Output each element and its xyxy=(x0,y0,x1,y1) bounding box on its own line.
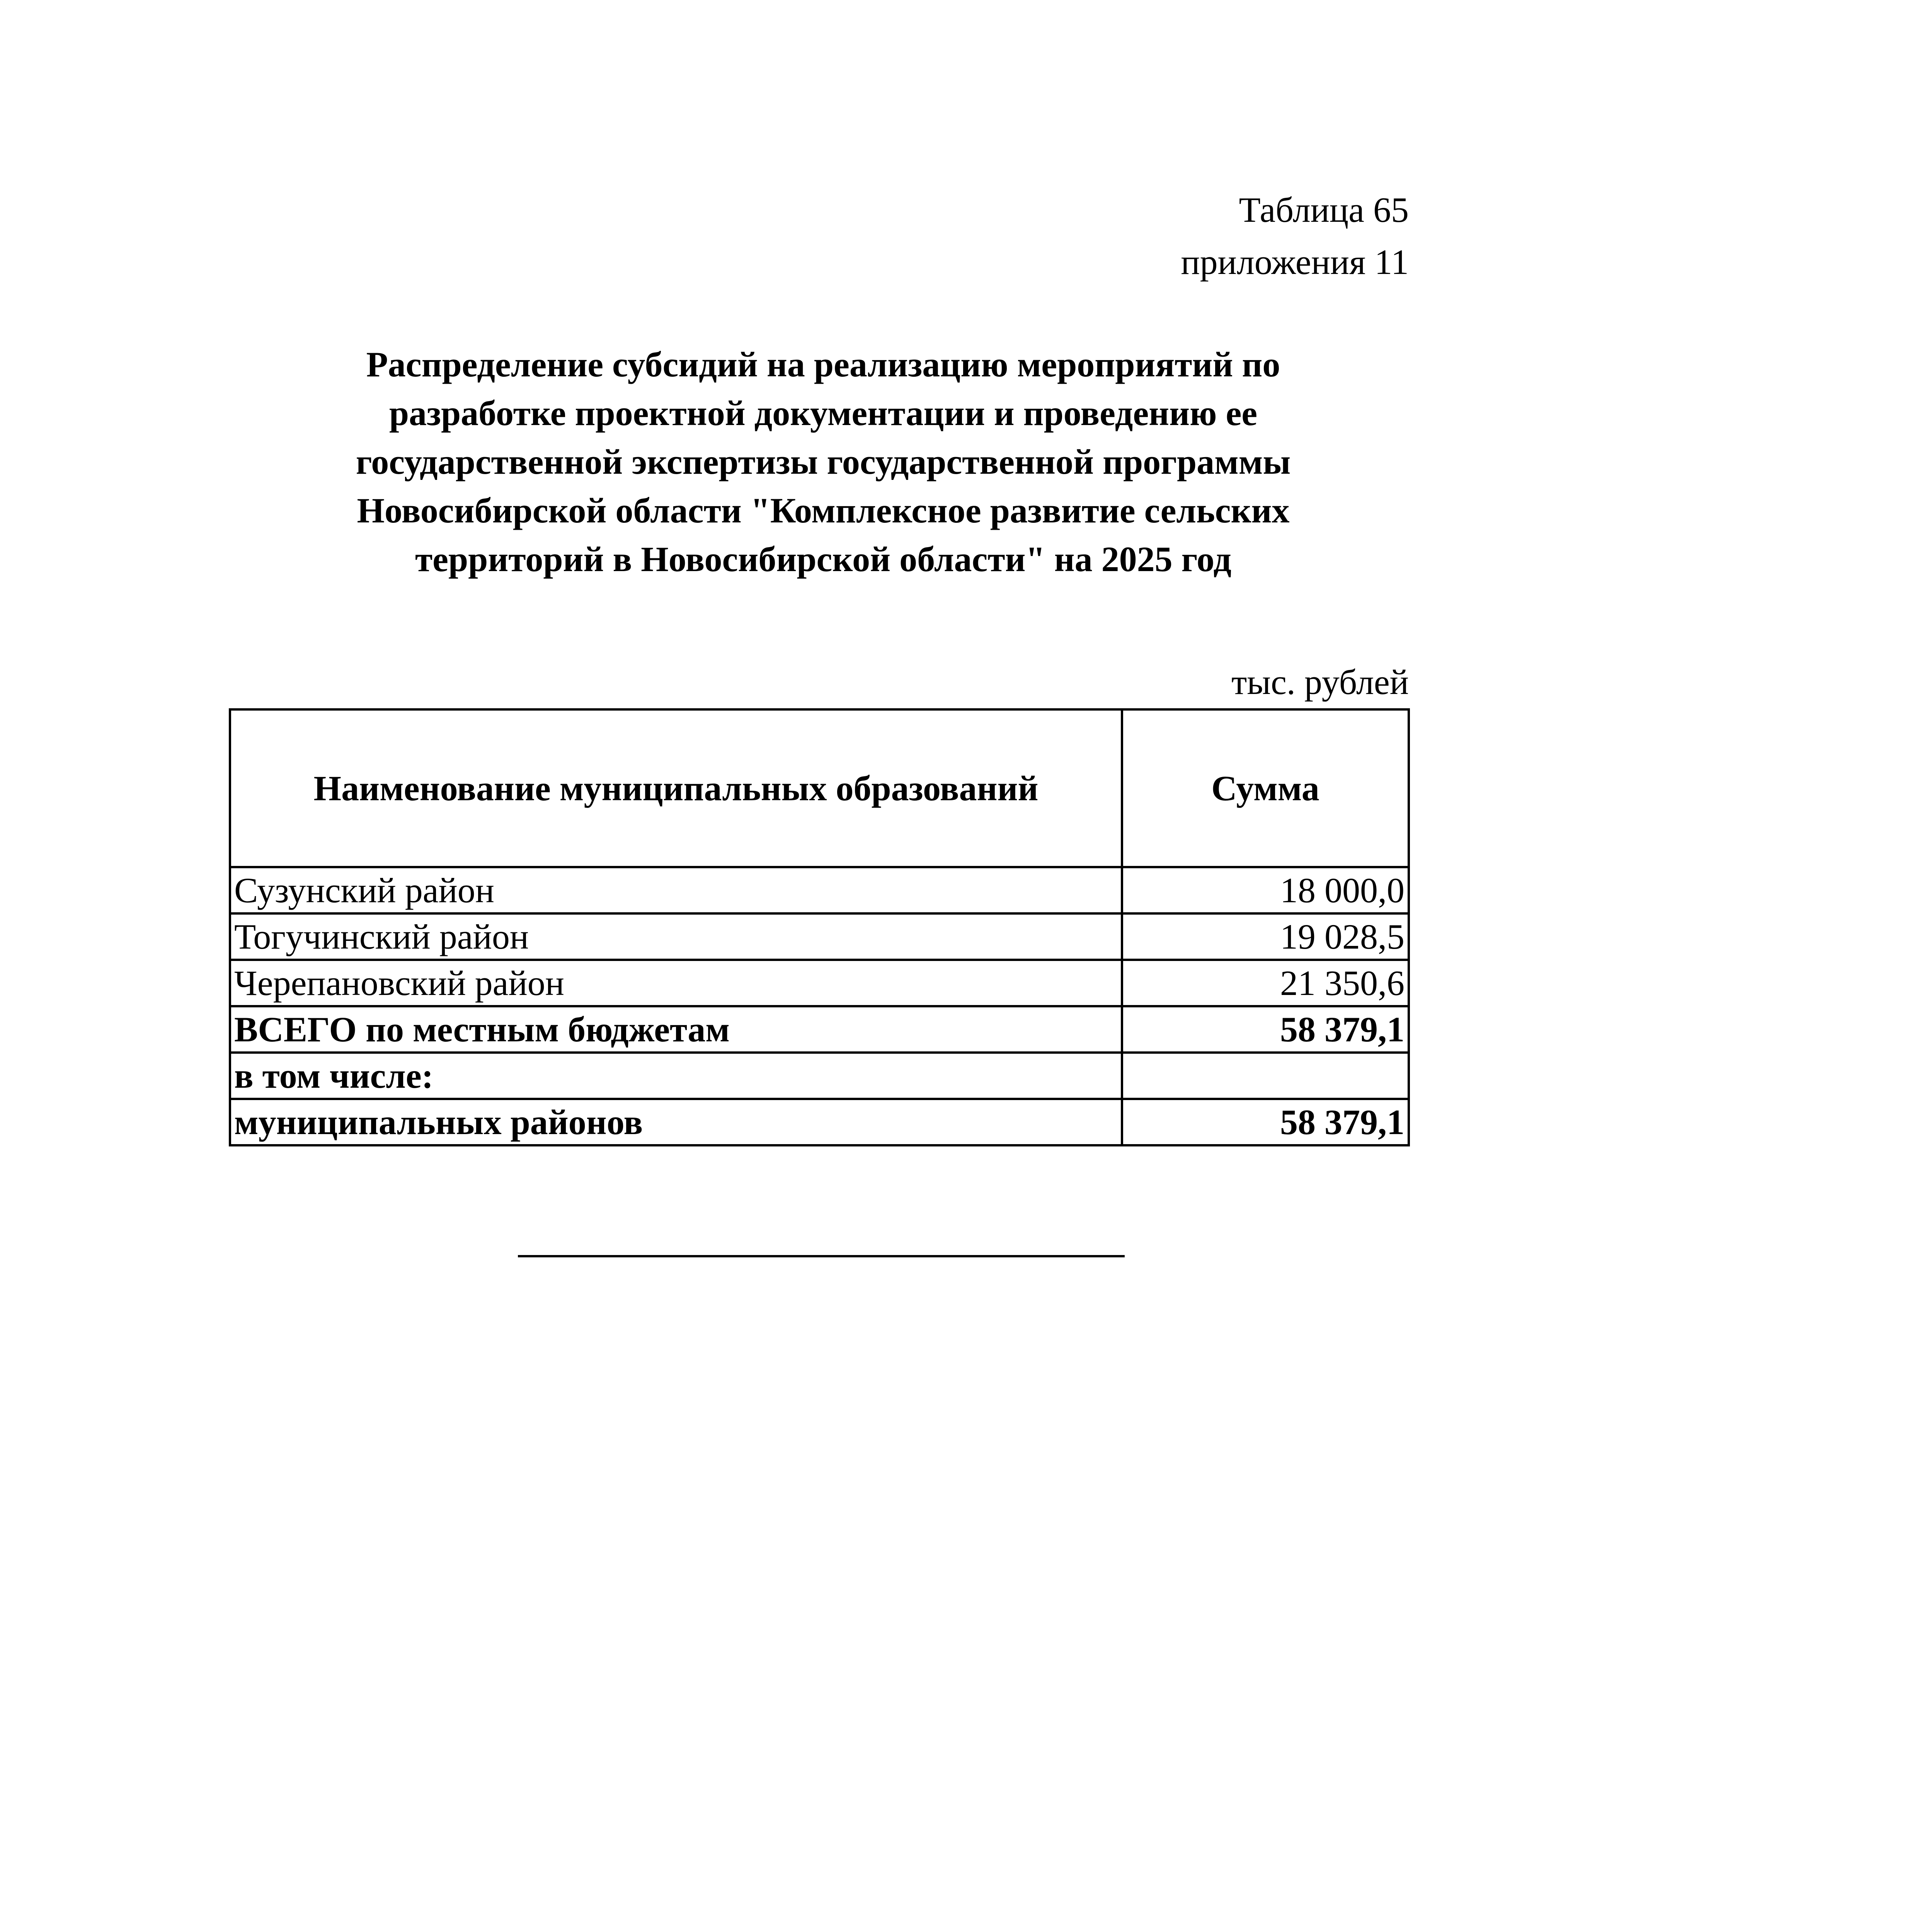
subtotal-row xyxy=(230,1099,1409,1145)
end-divider xyxy=(518,1255,1125,1257)
subsidy-table xyxy=(229,708,1408,1146)
table-number: Таблица 65 xyxy=(1239,190,1409,230)
row-name: муниципальных районов xyxy=(230,1099,1122,1145)
row-sum: 58 379,1 xyxy=(1122,1099,1409,1145)
row-sum: 21 350,6 xyxy=(1122,960,1409,1006)
row-sum xyxy=(1122,1053,1409,1099)
column-header-sum: Сумма xyxy=(1122,709,1409,867)
title-line: государственной экспертизы государственной программы xyxy=(356,442,1291,481)
column-header-name: Наименование муниципальных образований xyxy=(230,709,1122,867)
row-name: в том числе: xyxy=(230,1053,1122,1099)
table-row xyxy=(230,960,1409,1006)
data-table xyxy=(229,708,1410,1146)
document-title xyxy=(294,340,1353,583)
title-line: территорий в Новосибирской области" на 2025 год xyxy=(415,539,1231,579)
units-label: тыс. рублей xyxy=(1231,662,1409,702)
row-name: Тогучинский район xyxy=(230,913,1122,960)
title-line: Новосибирской области "Комплексное развитие сельских xyxy=(357,491,1290,530)
total-row xyxy=(230,1006,1409,1053)
title-line: разработке проектной документации и проведению ее xyxy=(389,393,1258,433)
row-name: ВСЕГО по местным бюджетам xyxy=(230,1006,1122,1053)
row-sum: 58 379,1 xyxy=(1122,1006,1409,1053)
table-row xyxy=(230,913,1409,960)
header-row xyxy=(230,709,1409,867)
row-sum: 19 028,5 xyxy=(1122,913,1409,960)
title-line: Распределение субсидий на реализацию мероприятий по xyxy=(366,345,1280,384)
appendix-number: приложения 11 xyxy=(1181,242,1409,282)
row-sum: 18 000,0 xyxy=(1122,867,1409,913)
table-row xyxy=(230,867,1409,913)
row-name: Сузунский район xyxy=(230,867,1122,913)
row-name: Черепановский район xyxy=(230,960,1122,1006)
subheading-row xyxy=(230,1053,1409,1099)
